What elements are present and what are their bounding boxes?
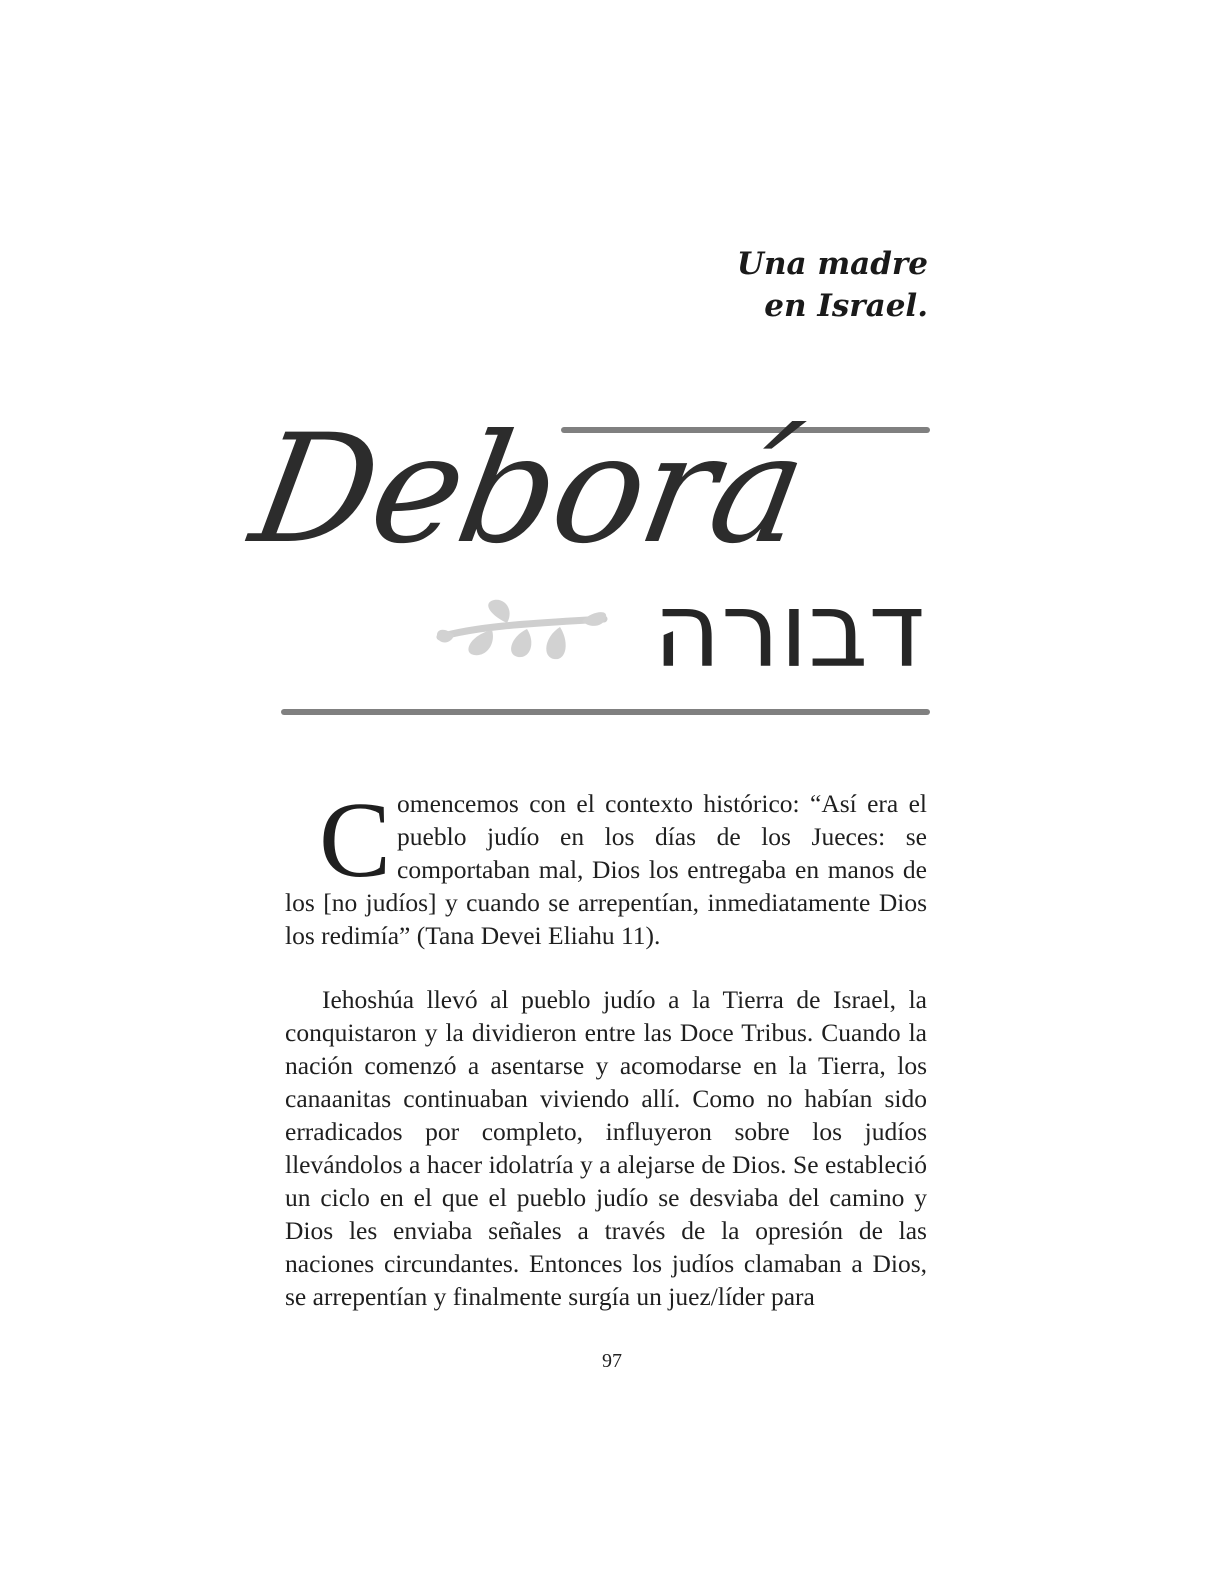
paragraph-2: Iehoshúa llevó al pueblo judío a la Tierra de Israel, la conquistaron y la dividieron entre las Doce Tribus. Cuando la nación comenzó a asentarse y acomodarse en la Tierra, los canaanitas continuaban viviendo allí. Como no habían sido erradicados por completo, influyeron sobre los judíos llevándolos a hacer idolatría y a alejarse de Dios. Se estableció un ciclo en el que el pueblo judío se desviaba del camino y Dios les enviaba señales a través de la opresión de las naciones circundantes. Entonces los judíos clamaban a Dios, se arrepentían y finalmente surgía un juez/líder para: [285, 985, 927, 1311]
chapter-title-hebrew: דבורה: [653, 569, 925, 691]
subtitle-line-1: Una madre: [736, 246, 928, 282]
drop-cap: C: [319, 781, 392, 900]
page-number: 97: [602, 1350, 622, 1372]
paragraph-1-text: omencemos con el contexto histórico: “Así era el pueblo judío en los días de los Jueces: se comportaban mal, Dios los entregaba en manos de los [no judíos] y cuando se arrepentían, inmediatamente Dios los redimía” (Tana Devei Eliahu 11).: [285, 789, 927, 950]
chapter-title: Deborá: [240, 403, 816, 577]
leaf-branch-icon: [432, 595, 612, 685]
paragraph-1: [285, 781, 927, 952]
bottom-divider-rule: [281, 709, 930, 715]
subtitle-line-2: en Israel.: [764, 288, 928, 324]
chapter-subtitle: [737, 243, 928, 327]
